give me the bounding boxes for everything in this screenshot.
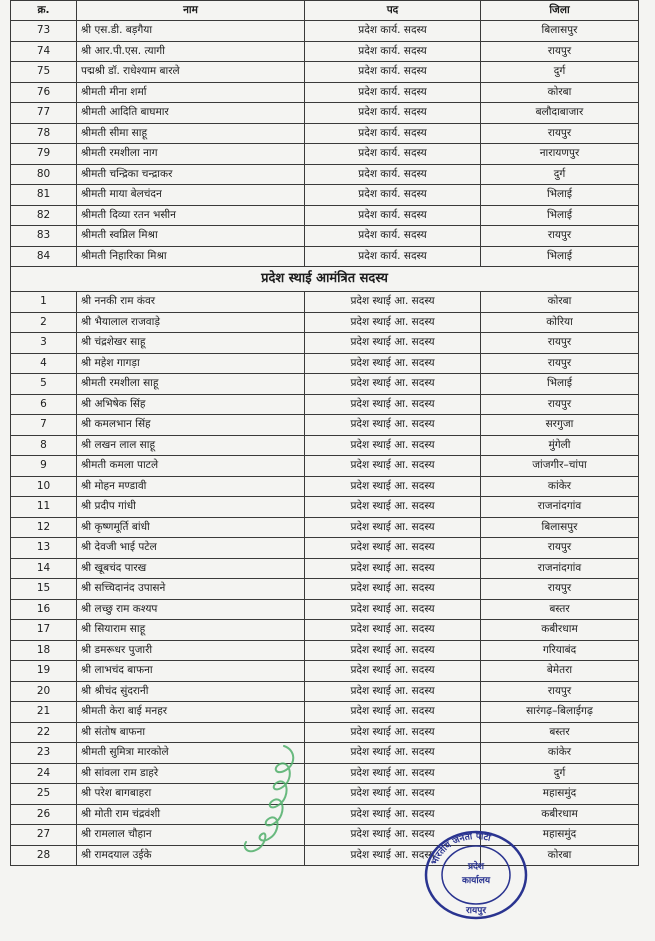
row-district: रायपुर [481, 538, 639, 559]
row-num: 15 [11, 579, 77, 600]
table-row [11, 599, 639, 620]
row-district: नारायणपुर [481, 144, 639, 165]
row-name: श्री प्रदीप गांधी [77, 497, 305, 518]
row-post: प्रदेश स्थाई आ. सदस्य [305, 640, 481, 661]
row-name: श्रीमती आदिति बाघमार [77, 103, 305, 124]
stamp-line1: प्रदेश [467, 862, 485, 872]
row-district: बेमेतरा [481, 661, 639, 682]
row-post: प्रदेश स्थाई आ. सदस्य [305, 763, 481, 784]
row-num: 3 [11, 333, 77, 354]
table-row [11, 456, 639, 477]
row-district: भिलाई [481, 185, 639, 206]
table-row [11, 374, 639, 395]
row-post: प्रदेश कार्य. सदस्य [305, 21, 481, 42]
row-district: बस्तर [481, 722, 639, 743]
row-name: श्री मोहन मण्डावी [77, 476, 305, 497]
row-district: बिलासपुर [481, 517, 639, 538]
row-post: प्रदेश स्थाई आ. सदस्य [305, 333, 481, 354]
row-post: प्रदेश स्थाई आ. सदस्य [305, 456, 481, 477]
row-district: कोरबा [481, 292, 639, 313]
row-num: 4 [11, 353, 77, 374]
row-post: प्रदेश कार्य. सदस्य [305, 82, 481, 103]
row-post: प्रदेश स्थाई आ. सदस्य [305, 722, 481, 743]
row-num: 27 [11, 825, 77, 846]
row-name: श्रीमती स्वप्निल मिश्रा [77, 226, 305, 247]
row-num: 74 [11, 41, 77, 62]
table-row [11, 144, 639, 165]
row-post: प्रदेश कार्य. सदस्य [305, 144, 481, 165]
row-num: 75 [11, 62, 77, 83]
row-name: श्री लाभचंद बाफना [77, 661, 305, 682]
row-post: प्रदेश कार्य. सदस्य [305, 226, 481, 247]
table-row [11, 123, 639, 144]
row-name: श्रीमती निहारिका मिश्रा [77, 246, 305, 267]
row-name: श्री लखन लाल साहू [77, 435, 305, 456]
row-name: श्री संतोष बाफना [77, 722, 305, 743]
row-num: 16 [11, 599, 77, 620]
row-name: श्री आर.पी.एस. त्यागी [77, 41, 305, 62]
row-name: श्रीमती रमशीला नाग [77, 144, 305, 165]
row-district: सारंगढ़–बिलाईगढ़ [481, 702, 639, 723]
row-num: 83 [11, 226, 77, 247]
header-num: क्र. [11, 1, 77, 21]
header-post: पद [305, 1, 481, 21]
row-num: 11 [11, 497, 77, 518]
section-title-row [11, 267, 639, 292]
row-post: प्रदेश कार्य. सदस्य [305, 41, 481, 62]
row-num: 26 [11, 804, 77, 825]
table-row [11, 661, 639, 682]
table-row [11, 435, 639, 456]
table-row [11, 41, 639, 62]
row-num: 77 [11, 103, 77, 124]
row-post: प्रदेश स्थाई आ. सदस्य [305, 292, 481, 313]
row-district: भिलाई [481, 374, 639, 395]
row-name: श्री श्रीचंद सुंदरानी [77, 681, 305, 702]
row-post: प्रदेश स्थाई आ. सदस्य [305, 497, 481, 518]
table-row [11, 558, 639, 579]
row-name: श्री भैयालाल राजवाड़े [77, 312, 305, 333]
row-post: प्रदेश स्थाई आ. सदस्य [305, 681, 481, 702]
table-row [11, 82, 639, 103]
row-name: श्री सांवला राम डाहरे [77, 763, 305, 784]
signature [232, 738, 312, 858]
row-num: 80 [11, 164, 77, 185]
table-row [11, 825, 639, 846]
row-district: कांकेर [481, 743, 639, 764]
row-district: महासमुंद [481, 784, 639, 805]
row-num: 9 [11, 456, 77, 477]
row-district: भिलाई [481, 205, 639, 226]
stamp-line3: रायपुर [465, 906, 487, 916]
row-district: बिलासपुर [481, 21, 639, 42]
row-name: श्री ननकी राम कंवर [77, 292, 305, 313]
stamp-ring-text: भारतीय जनता पार्टी [429, 831, 492, 867]
row-num: 78 [11, 123, 77, 144]
row-post: प्रदेश स्थाई आ. सदस्य [305, 784, 481, 805]
row-post: प्रदेश स्थाई आ. सदस्य [305, 415, 481, 436]
row-post: प्रदेश कार्य. सदस्य [305, 62, 481, 83]
row-num: 73 [11, 21, 77, 42]
row-post: प्रदेश स्थाई आ. सदस्य [305, 374, 481, 395]
row-name: श्रीमती कमला पाटले [77, 456, 305, 477]
row-name: पद्मश्री डॉ. राधेश्याम बारले [77, 62, 305, 83]
table-row [11, 353, 639, 374]
member-table [10, 0, 639, 866]
row-post: प्रदेश कार्य. सदस्य [305, 246, 481, 267]
row-name: श्री रामदयाल उईके [77, 845, 305, 866]
row-district: राजनांदगांव [481, 497, 639, 518]
row-name: श्री मोती राम चंद्रवंशी [77, 804, 305, 825]
row-num: 7 [11, 415, 77, 436]
row-district: कोरिया [481, 312, 639, 333]
row-post: प्रदेश स्थाई आ. सदस्य [305, 579, 481, 600]
row-post: प्रदेश स्थाई आ. सदस्य [305, 312, 481, 333]
row-post: प्रदेश स्थाई आ. सदस्य [305, 599, 481, 620]
table-row [11, 476, 639, 497]
row-name: श्री परेश बागबाहरा [77, 784, 305, 805]
table-row [11, 579, 639, 600]
row-name: श्री डमरूधर पुजारी [77, 640, 305, 661]
row-num: 23 [11, 743, 77, 764]
table-row [11, 226, 639, 247]
table-row [11, 620, 639, 641]
row-name: श्री देवजी भाई पटेल [77, 538, 305, 559]
table-row [11, 681, 639, 702]
row-district: रायपुर [481, 579, 639, 600]
row-name: श्री कमलभान सिंह [77, 415, 305, 436]
stamp-line2: कार्यालय [461, 876, 491, 886]
table-row [11, 415, 639, 436]
row-district: दुर्ग [481, 62, 639, 83]
row-district: कोरबा [481, 82, 639, 103]
row-district: महासमुंद [481, 825, 639, 846]
row-name: श्री खूबचंद पारख [77, 558, 305, 579]
table-row [11, 640, 639, 661]
row-post: प्रदेश स्थाई आ. सदस्य [305, 517, 481, 538]
table-row [11, 784, 639, 805]
row-post: प्रदेश स्थाई आ. सदस्य [305, 476, 481, 497]
row-district: बस्तर [481, 599, 639, 620]
row-district: राजनांदगांव [481, 558, 639, 579]
row-num: 8 [11, 435, 77, 456]
row-district: दुर्ग [481, 763, 639, 784]
row-name: श्रीमती चन्द्रिका चन्द्राकर [77, 164, 305, 185]
row-district: कोरबा [481, 845, 639, 866]
row-district: गरियाबंद [481, 640, 639, 661]
row-name: श्री अभिषेक सिंह [77, 394, 305, 415]
row-num: 17 [11, 620, 77, 641]
row-num: 76 [11, 82, 77, 103]
office-stamp [423, 829, 529, 921]
row-district: जांजगीर–चांपा [481, 456, 639, 477]
row-district: रायपुर [481, 681, 639, 702]
table-row [11, 538, 639, 559]
row-post: प्रदेश स्थाई आ. सदस्य [305, 435, 481, 456]
row-num: 14 [11, 558, 77, 579]
table-row [11, 763, 639, 784]
table-row [11, 394, 639, 415]
table-row [11, 21, 639, 42]
row-num: 28 [11, 845, 77, 866]
row-district: रायपुर [481, 226, 639, 247]
row-name: श्रीमती सीमा साहू [77, 123, 305, 144]
table-header-row [11, 1, 639, 21]
table-row [11, 845, 639, 866]
section-title: प्रदेश स्थाई आमंत्रित सदस्य [11, 267, 639, 292]
row-num: 19 [11, 661, 77, 682]
row-num: 81 [11, 185, 77, 206]
row-district: भिलाई [481, 246, 639, 267]
row-district: रायपुर [481, 394, 639, 415]
row-post: प्रदेश स्थाई आ. सदस्य [305, 394, 481, 415]
row-name: श्री महेश गागड़ा [77, 353, 305, 374]
table-row [11, 246, 639, 267]
row-num: 22 [11, 722, 77, 743]
row-post: प्रदेश कार्य. सदस्य [305, 164, 481, 185]
row-num: 13 [11, 538, 77, 559]
table-row [11, 312, 639, 333]
row-num: 25 [11, 784, 77, 805]
table-row [11, 103, 639, 124]
row-num: 5 [11, 374, 77, 395]
row-name: श्रीमती सुमित्रा मारकोले [77, 743, 305, 764]
row-num: 10 [11, 476, 77, 497]
row-district: मुंगेली [481, 435, 639, 456]
row-district: बलौदाबाजार [481, 103, 639, 124]
header-district: जिला [481, 1, 639, 21]
table-row [11, 702, 639, 723]
row-num: 24 [11, 763, 77, 784]
row-post: प्रदेश स्थाई आ. सदस्य [305, 845, 481, 866]
row-district: कबीरधाम [481, 804, 639, 825]
row-district: सरगुजा [481, 415, 639, 436]
row-post: प्रदेश स्थाई आ. सदस्य [305, 538, 481, 559]
row-name: श्री एस.डी. बड़गैया [77, 21, 305, 42]
row-name: श्री रामलाल चौहान [77, 825, 305, 846]
document-page [10, 0, 638, 866]
row-post: प्रदेश कार्य. सदस्य [305, 103, 481, 124]
row-num: 18 [11, 640, 77, 661]
table-row [11, 164, 639, 185]
row-name: श्री लच्छु राम कश्यप [77, 599, 305, 620]
row-num: 20 [11, 681, 77, 702]
header-name: नाम [77, 1, 305, 21]
table-row [11, 743, 639, 764]
table-row [11, 517, 639, 538]
row-post: प्रदेश स्थाई आ. सदस्य [305, 558, 481, 579]
table-row [11, 205, 639, 226]
table-row [11, 497, 639, 518]
row-num: 84 [11, 246, 77, 267]
row-post: प्रदेश स्थाई आ. सदस्य [305, 620, 481, 641]
row-district: कांकेर [481, 476, 639, 497]
row-post: प्रदेश स्थाई आ. सदस्य [305, 661, 481, 682]
table-row [11, 333, 639, 354]
row-post: प्रदेश कार्य. सदस्य [305, 185, 481, 206]
row-name: श्री चंद्रशेखर साहू [77, 333, 305, 354]
row-post: प्रदेश स्थाई आ. सदस्य [305, 743, 481, 764]
table-row [11, 62, 639, 83]
row-num: 21 [11, 702, 77, 723]
row-post: प्रदेश स्थाई आ. सदस्य [305, 804, 481, 825]
row-num: 79 [11, 144, 77, 165]
row-district: रायपुर [481, 123, 639, 144]
row-post: प्रदेश स्थाई आ. सदस्य [305, 353, 481, 374]
row-name: श्रीमती मीना शर्मा [77, 82, 305, 103]
row-num: 2 [11, 312, 77, 333]
row-post: प्रदेश कार्य. सदस्य [305, 123, 481, 144]
table-row [11, 722, 639, 743]
row-name: श्रीमती केरा बाई मनहर [77, 702, 305, 723]
row-num: 1 [11, 292, 77, 313]
row-district: रायपुर [481, 353, 639, 374]
row-district: रायपुर [481, 41, 639, 62]
row-name: श्रीमती माया बेलचंदन [77, 185, 305, 206]
row-name: श्री कृष्णमूर्ति बांधी [77, 517, 305, 538]
row-post: प्रदेश स्थाई आ. सदस्य [305, 825, 481, 846]
row-district: कबीरधाम [481, 620, 639, 641]
row-name: श्री सच्चिदानंद उपासने [77, 579, 305, 600]
table-row [11, 292, 639, 313]
row-district: रायपुर [481, 333, 639, 354]
row-name: श्रीमती रमशीला साहू [77, 374, 305, 395]
row-name: श्रीमती दिव्या रतन भसीन [77, 205, 305, 226]
row-name: श्री सियाराम साहू [77, 620, 305, 641]
table-row [11, 185, 639, 206]
row-num: 82 [11, 205, 77, 226]
row-post: प्रदेश स्थाई आ. सदस्य [305, 702, 481, 723]
table-row [11, 804, 639, 825]
row-num: 6 [11, 394, 77, 415]
row-num: 12 [11, 517, 77, 538]
row-district: दुर्ग [481, 164, 639, 185]
row-post: प्रदेश कार्य. सदस्य [305, 205, 481, 226]
